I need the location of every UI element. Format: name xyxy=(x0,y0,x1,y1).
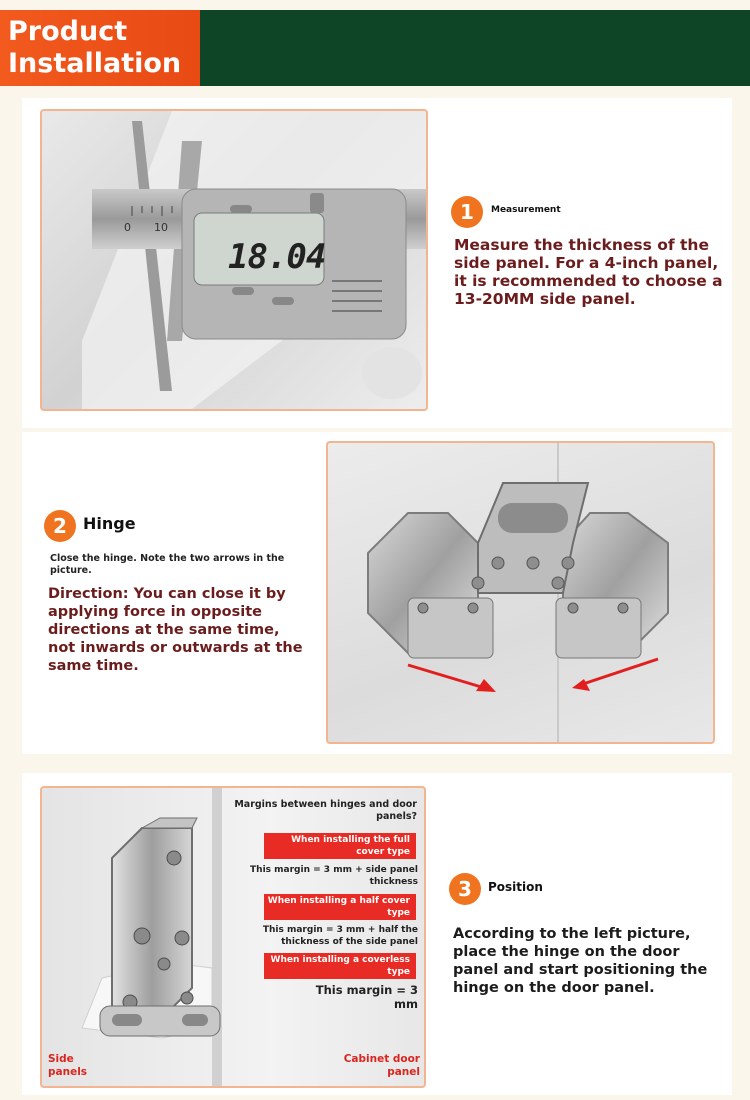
step2-note: Close the hinge. Note the two arrows in the picture. xyxy=(50,553,285,576)
step3-description: According to the left picture, place the hinge on the door panel and start positioning the hinge on the door panel. xyxy=(453,926,708,996)
caliper-photo xyxy=(40,109,428,411)
step3-number-badge: 3 xyxy=(449,873,481,905)
page-title-line-2: Installation xyxy=(8,48,182,79)
hinge-closing-photo xyxy=(326,441,715,744)
full-cover-type-label: When installing the full cover type xyxy=(264,833,416,859)
page-title-line-1: Product xyxy=(8,16,128,47)
full-cover-margin: This margin = 3 mm + side panel thickness xyxy=(250,865,418,887)
step2-number-badge: 2 xyxy=(44,510,76,542)
header-banner xyxy=(0,10,750,86)
header-title-tab xyxy=(0,10,200,86)
step2-label: Hinge xyxy=(83,514,136,533)
caliper-scale-10: 10 xyxy=(154,221,168,234)
caliper-scale-0: 0 xyxy=(124,221,131,234)
cabinet-door-panel-label: Cabinet door panel xyxy=(343,1053,420,1078)
step1-number-badge: 1 xyxy=(451,196,483,228)
coverless-margin: This margin = 3 mm xyxy=(315,983,418,1011)
hinge-margin-diagram xyxy=(40,786,426,1088)
half-cover-margin: This margin = 3 mm + half the thickness of the side panel xyxy=(262,925,418,947)
step3-label: Position xyxy=(488,880,543,894)
coverless-type-label: When installing a coverless type xyxy=(264,953,416,979)
step2-description: Direction: You can close it by applying force in opposite directions at the same time, not inwards or outwards at the same time. xyxy=(48,586,303,674)
hinge-illustration xyxy=(328,443,713,742)
step1-description: Measure the thickness of the side panel. For a 4-inch panel, it is recommended to choose a 13-20MM side panel. xyxy=(454,236,723,308)
step1-label: Measurement xyxy=(491,205,561,215)
side-panels-label: Side panels xyxy=(48,1053,88,1078)
page-title xyxy=(8,16,181,80)
caliper-display-reading: 18.04 xyxy=(228,237,326,277)
margin-question: Margins between hinges and door panels? xyxy=(234,799,417,822)
half-cover-type-label: When installing a half cover type xyxy=(264,894,416,920)
